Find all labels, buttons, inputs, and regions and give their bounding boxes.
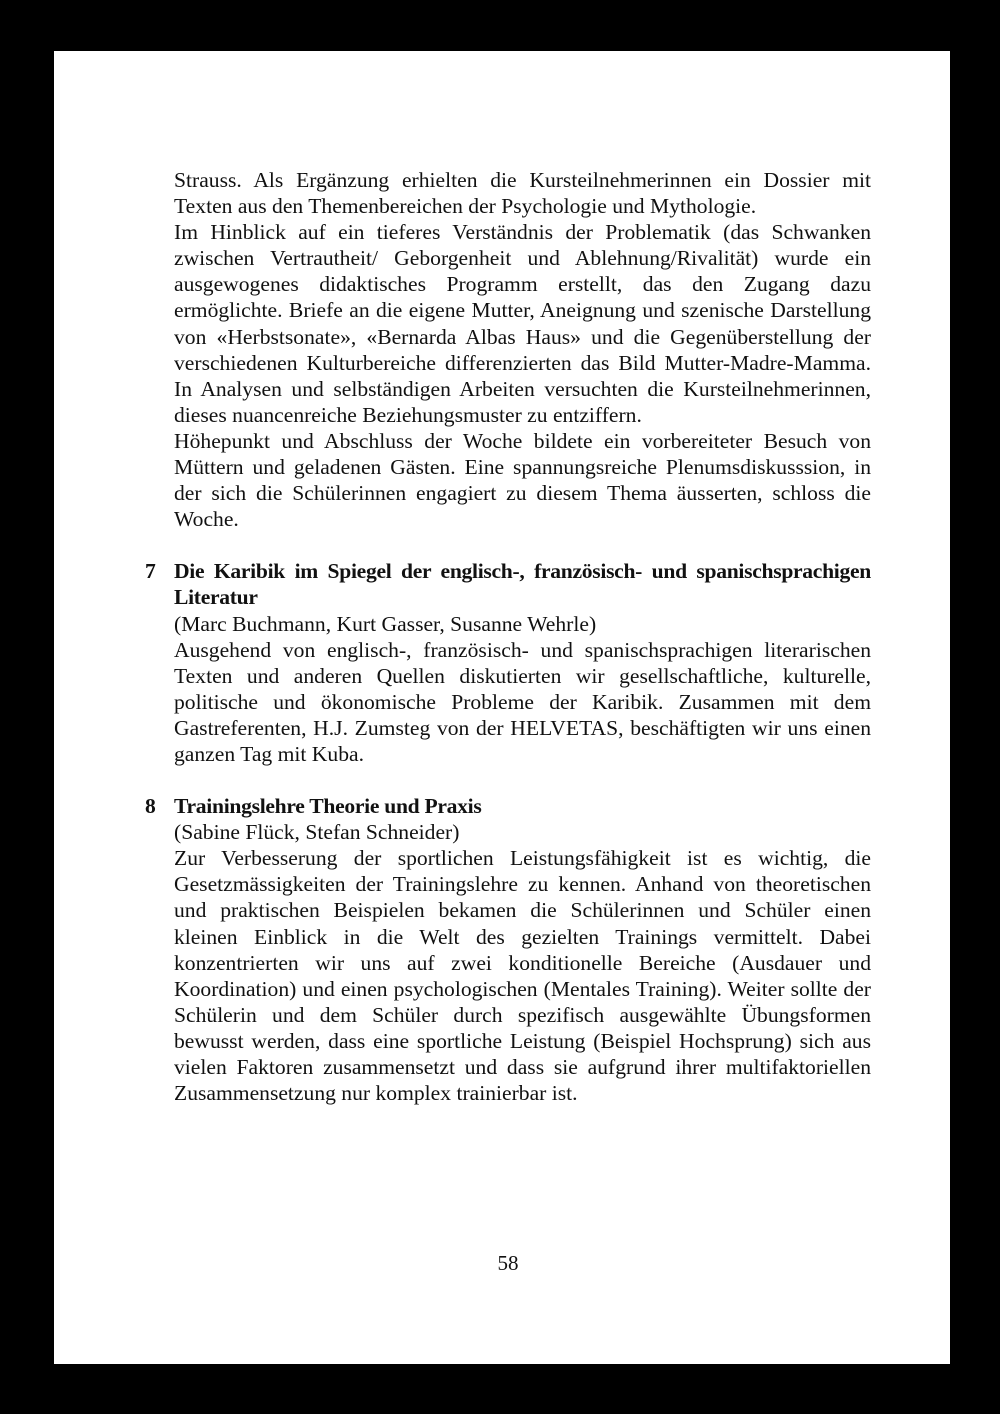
intro-paragraph: Strauss. Als Ergänzung erhielten die Kursteilnehmerinnen ein Dossier mit Texten aus den Themenbereichen der Psychologie und Mythologie. bbox=[174, 168, 871, 219]
section-number: 7 bbox=[145, 559, 156, 584]
intro-paragraph: Höhepunkt und Abschluss der Woche bildete ein vorbereiteter Besuch von Müttern und geladenen Gästen. Eine spannungsreiche Plenumsdiskusssion, in der sich die Schülerinnen engagiert zu diesem Thema äusserten, schloss die Woche. bbox=[174, 428, 871, 532]
section-number: 8 bbox=[145, 794, 156, 819]
section-8 bbox=[145, 793, 871, 1106]
document-page bbox=[54, 51, 950, 1364]
intro-block bbox=[174, 167, 871, 532]
section-body: Zur Verbesserung der sportlichen Leistungsfähigkeit ist es wichtig, die Gesetzmässigkeiten der Trainingslehre zu kennen. Anhand von theoretischen und praktischen Beispielen bekamen die Schülerinnen und Schüler einen kleinen Einblick in die Welt des gezielten Trainings vermittelt. Dabei konzentrierten wir uns auf zwei konditionelle Bereiche (Ausdauer und Koordination) und einen psychologischen (Mentales Training). Weiter sollte der Schülerin und dem Schüler durch spezifisch ausgewählte Übungsformen bewusst werden, dass eine sportliche Leistung (Beispiel Hochsprung) sich aus vielen Faktoren zusammensetzt und dass sie aufgrund ihrer multifaktoriellen Zusammensetzung nur komplex trainierbar ist. bbox=[174, 846, 871, 1106]
page-content bbox=[145, 167, 871, 1106]
section-body: Ausgehend von englisch-, französisch- und spanischsprachigen literarischen Texten und anderen Quellen diskutierten wir gesellschaftliche, kulturelle, politische und ökonomische Probleme der Karibik. Zusammen mit dem Gastreferenten, H.J. Zumsteg von der HELVETAS, beschäftigten wir uns einen ganzen Tag mit Kuba. bbox=[174, 637, 871, 766]
section-7 bbox=[145, 558, 871, 767]
intro-paragraph: Im Hinblick auf ein tieferes Verständnis der Problematik (das Schwanken zwischen Vertrautheit/ Geborgenheit und Ablehnung/Rivalität) wurde ein ausgewogenes didaktisches Programm erstellt, das den Zugang dazu ermöglichte. Briefe an die eigene Mutter, Aneignung und szenische Darstellung von «Herbstsonate», «Bernarda Albas Haus» und die Gegenüberstellung der verschiedenen Kulturbereiche differenzierten das Bild Mutter-Madre-Mamma. In Analysen und selbständigen Arbeiten versuchten die Kursteilnehmerinnen, dieses nuancenreiche Beziehungsmuster zu entziffern. bbox=[174, 220, 871, 427]
section-title: Trainingslehre Theorie und Praxis bbox=[174, 794, 482, 819]
page-number: 58 bbox=[497, 1251, 519, 1275]
section-title: Die Karibik im Spiegel der englisch-, französisch- und spanischsprachigen Literatur bbox=[174, 559, 871, 610]
section-authors: (Sabine Flück, Stefan Schneider) bbox=[174, 820, 460, 845]
section-authors: (Marc Buchmann, Kurt Gasser, Susanne Wehrle) bbox=[174, 611, 597, 636]
